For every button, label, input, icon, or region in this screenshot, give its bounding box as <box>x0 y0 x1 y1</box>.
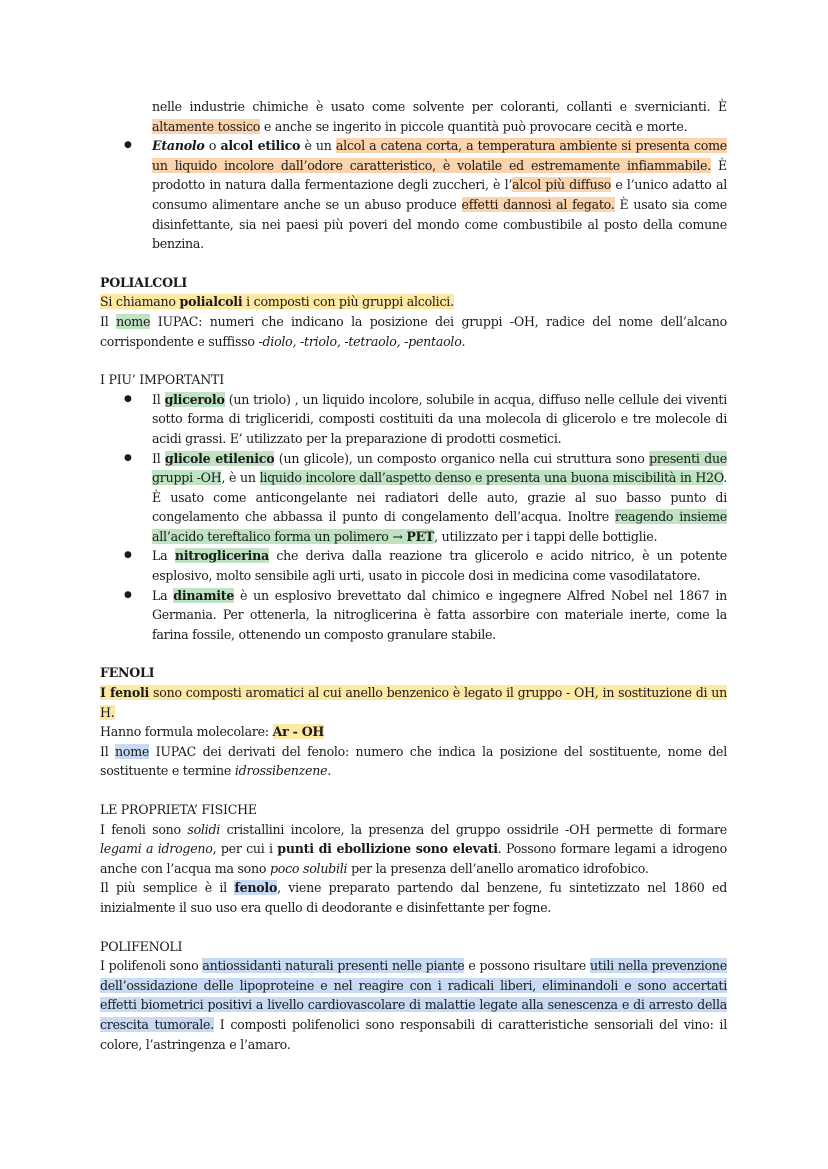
highlight-blue: utili nella prevenzione dell’ossidazione delle lipoproteine e nel reagire con i radicali liberi, eliminandoli e sono accertati effetti biometrici positivi a livello cardiovascolare di malattie legate alla senescenza e di arresto della crescita tumorale. <box>100 958 727 1032</box>
highlight-green: nome <box>116 313 151 329</box>
importanti-list <box>100 390 727 645</box>
section-heading-proprieta: LE PROPRIETA’ FISICHE <box>100 802 257 817</box>
list-item-etanolo: ● Etanolo o alcol etilico è un alcol a catena corta, a temperatura ambiente si presenta come un liquido incolore dall’odore caratteristico, è volatile ed estremamente infiammabile. È prodotto in natura dalla fermentazione degli zuccheri, è l’alcol più diffuso e l’unico adatto al consumo alimentare anche se un abuso produce effetti dannosi al fegato. È usato sia come disinfettante, sia nei paesi più poveri del mondo come combustibile al posto della comune benzina. <box>100 136 727 254</box>
highlight-green: liquido incolore dall’aspetto denso e presenta una buona miscibilità in H2O <box>259 470 724 486</box>
highlight-orange: alcol più diffuso <box>512 177 611 193</box>
section-heading-fenoli: FENOLI <box>100 665 155 681</box>
metanolo-continuation: nelle industrie chimiche è usato come solvente per coloranti, collanti e svernicianti. È altamente tossico e anche se ingerito in piccole quantità può provocare cecità e morte. <box>152 99 727 134</box>
fenoli-definition: I fenoli sono composti aromatici al cui anello benzenico è legato il gruppo - OH, in sostituzione di un H. <box>100 685 727 720</box>
proprieta-paragraph-2: Il più semplice è il fenolo, viene preparato partendo dal benzene, fu sintetizzato nel 1860 ed inizialmente il suo uso era quello di deodorante e disinfettante per fogne. <box>100 880 728 915</box>
highlight-orange: effetti dannosi al fegato. <box>461 196 615 212</box>
highlight-blue: nome <box>115 743 150 759</box>
highlight-green: presenti due gruppi -OH <box>152 450 728 486</box>
polialcoli-definition: Si chiamano polialcoli i composti con più gruppi alcolici. <box>100 294 454 310</box>
fenoli-formula: Hanno formula molecolare: Ar - OH <box>100 724 325 740</box>
highlight-orange: altamente tossico <box>152 118 261 134</box>
etanolo-list <box>100 136 727 254</box>
highlight-green: reagendo insieme all’acido tereftalico forma un polimero → <box>152 509 728 544</box>
document-body <box>100 97 727 1054</box>
polifenoli-paragraph: I polifenoli sono antiossidanti naturali presenti nelle piante e possono risultare utili nella prevenzione dell’ossidazione delle lipoproteine e nel reagire con i radicali liberi, eliminandoli e sono accertati effetti biometrici positivi a livello cardiovascolare di malattie legate alla senescenza e di arresto della crescita tumorale. I composti polifenolici sono responsabili di caratteristiche sensoriali del vino: il colore, l’astringenza e l’amaro. <box>100 958 727 1052</box>
proprieta-paragraph-1: I fenoli sono solidi cristallini incolore, la presenza del gruppo ossidrile -OH permette di formare legami a idrogeno, per cui i punti di ebollizione sono elevati. Possono formare legami a idrogeno anche con l’acqua ma sono poco solubili per la presenza dell’anello aromatico idrofobico. <box>100 821 728 876</box>
list-item-glicole: ● Il glicole etilenico (un glicole), un composto organico nella cui struttura sono presenti due gruppi -OH, è un liquido incolore dall’aspetto denso e presenta una buona miscibilità in H2O. È usato come anticongelante nei radiatori delle auto, grazie al suo basso punto di congelamento che abbassa il punto di congelamento dell’acqua. Inoltre reagendo insieme all’acido tereftalico forma un polimero → PET, utilizzato per i tappi delle bottiglie. <box>100 449 727 547</box>
highlight-orange: alcol a catena corta, a temperatura ambiente si presenta come un liquido incolore dall’odore caratteristico, è volatile ed estremamente infiammabile. <box>152 138 727 173</box>
list-item-glicerolo: ● Il glicerolo (un triolo) , un liquido incolore, solubile in acqua, diffuso nelle cellule dei viventi sotto forma di trigliceridi, composti costituiti da una molecola di glicerolo e tre molecole di acidi grassi. E’ utilizzato per la preparazione di prodotti cosmetici. <box>100 390 727 449</box>
section-heading-importanti: I PIU’ IMPORTANTI <box>100 372 224 388</box>
polialcoli-nomenclature: Il nome IUPAC: numeri che indicano la posizione dei gruppi -OH, radice del nome dell’alcano corrispondente e suffisso -diolo, -triolo, -tetraolo, -pentaolo. <box>100 313 727 349</box>
fenoli-nomenclature: Il nome IUPAC dei derivati del fenolo: numero che indica la posizione del sostituente, nome del sostituente e termine idrossibenzene. <box>100 743 727 779</box>
list-item-nitroglicerina: ● La nitroglicerina che deriva dalla reazione tra glicerolo e acido nitrico, è un potente esplosivo, molto sensibile agli urti, usato in piccole dosi in medicina come vasodilatatore. <box>100 546 727 585</box>
section-heading-polialcoli: POLIALCOLI <box>100 274 188 290</box>
list-item-dinamite: ● La dinamite è un esplosivo brevettato dal chimico e ingegnere Alfred Nobel nel 1867 in Germania. Per ottenerla, la nitroglicerina è fatta assorbire con materiale inerte, come la farina fossile, ottenendo un composto granulare stabile. <box>100 586 727 645</box>
highlight-green: PET <box>406 528 435 544</box>
section-heading-polifenoli: POLIFENOLI <box>100 938 183 954</box>
highlight-blue: antiossidanti naturali presenti nelle piante <box>202 958 465 974</box>
formula-highlight: Ar - OH <box>272 724 325 740</box>
